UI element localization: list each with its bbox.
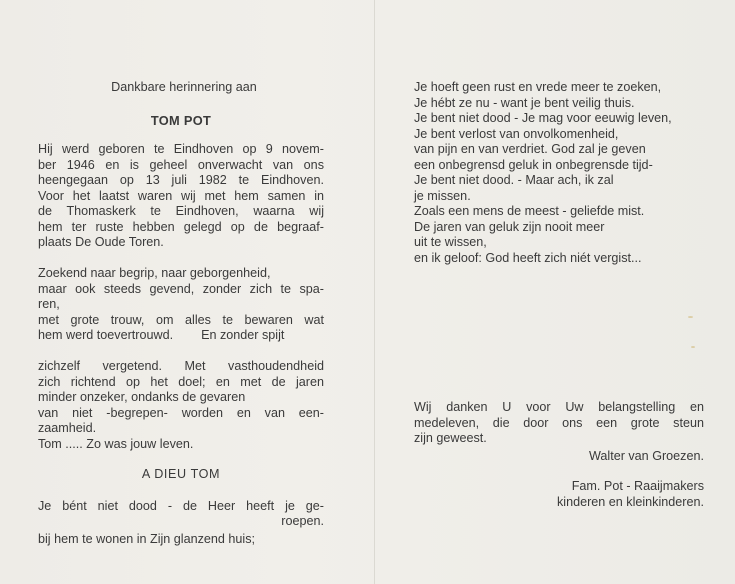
bio-line: plaats De Oude Toren. [38, 235, 164, 249]
bio-line: Voor het laatst waren wij met hem samen in [38, 188, 324, 203]
poem-line: en ik geloof: God heeft zich niét vergist... [414, 250, 642, 265]
poem [414, 80, 704, 266]
bio-line: de Thomaskerk te Eindhoven, waarna wij [38, 204, 324, 218]
right-panel [414, 80, 704, 266]
poem-line: Je bent niet dood - Je mag voor eeuwig leven, [414, 111, 672, 125]
thanks-line: medeleven, die door ons een grote steun [414, 415, 704, 430]
bio-line: Hij werd geboren te Eindhoven op 9 novem- [38, 142, 324, 156]
poem-line: zaamheid. [38, 421, 97, 435]
signature-family: Fam. Pot - Raaijmakers [571, 479, 704, 493]
poem-line: ren, [38, 297, 60, 311]
signature-partner: Walter van Groezen. [588, 448, 704, 463]
poem-line: je missen. [414, 188, 471, 203]
poem-part-2 [38, 359, 324, 452]
poem-line: De jaren van geluk zijn nooit meer [414, 219, 605, 234]
poem-line: Je hébt ze nu - want je bent veilig thuis. [414, 95, 635, 110]
deceased-name: TOM POT [150, 112, 212, 128]
poem-line: met grote trouw, om alles te bewaren wat [38, 312, 324, 327]
poem-line: zich richtend op het doel; en met de jaren [38, 374, 324, 389]
poem-line: zichzelf vergetend. Met vasthoudendheid [38, 359, 324, 373]
poem-line: Zoekend naar begrip, naar geborgenheid, [38, 266, 271, 280]
adieu-heading: A DIEU TOM [141, 467, 221, 481]
poem-line: minder onzeker, ondanks de gevaren [38, 390, 246, 404]
poem-line: Je hoeft geen rust en vrede meer te zoeken, [414, 80, 662, 94]
intro-text: Dankbare herinnering aan [111, 80, 257, 94]
bio-line: ber 1946 en is geheel onverwacht van ons [38, 157, 324, 172]
poem-line: van niet -begrepen- worden en van een- [38, 405, 324, 420]
closing-verse [38, 499, 324, 548]
poem-line: hem werd toevertrouwd. En zonder spijt [38, 328, 285, 342]
biography [38, 142, 324, 251]
closing-line: bij hem te wonen in Zijn glanzend huis; [38, 531, 256, 546]
poem-line: Zoals een mens de meest - geliefde mist. [414, 204, 645, 218]
fold-line [374, 0, 375, 584]
poem-line: van pijn en van verdriet. God zal je geven [414, 142, 646, 156]
closing-line: roepen. [281, 514, 324, 528]
acknowledgement [414, 400, 704, 510]
paper-stain [691, 346, 695, 348]
poem-line: Tom ..... Zo was jouw leven. [38, 436, 194, 451]
bio-line: heengegaan op 13 juli 1982 te Eindhoven. [38, 173, 324, 187]
thanks-line: zijn geweest. [414, 431, 487, 445]
closing-line: Je bént niet dood - de Heer heeft je ge- [38, 498, 324, 513]
poem-line: Je bent niet dood. - Maar ach, ik zal [414, 173, 614, 187]
poem-line: uit te wissen, [414, 235, 487, 249]
poem-line: maar ook steeds gevend, zonder zich te spa- [38, 281, 324, 296]
left-panel [38, 80, 324, 547]
poem-line: een onbegrensd geluk in onbegrensde tijd- [414, 157, 653, 172]
poem-line: Je bent verlost van onvolkomenheid, [414, 126, 619, 141]
signature-children: kinderen en kleinkinderen. [556, 494, 704, 509]
paper-stain [688, 316, 693, 318]
bio-line: hem ter ruste hebben gelegd op de begraaf- [38, 219, 324, 234]
thanks-line: Wij danken U voor Uw belangstelling en [414, 400, 704, 414]
poem-part-1 [38, 266, 324, 344]
